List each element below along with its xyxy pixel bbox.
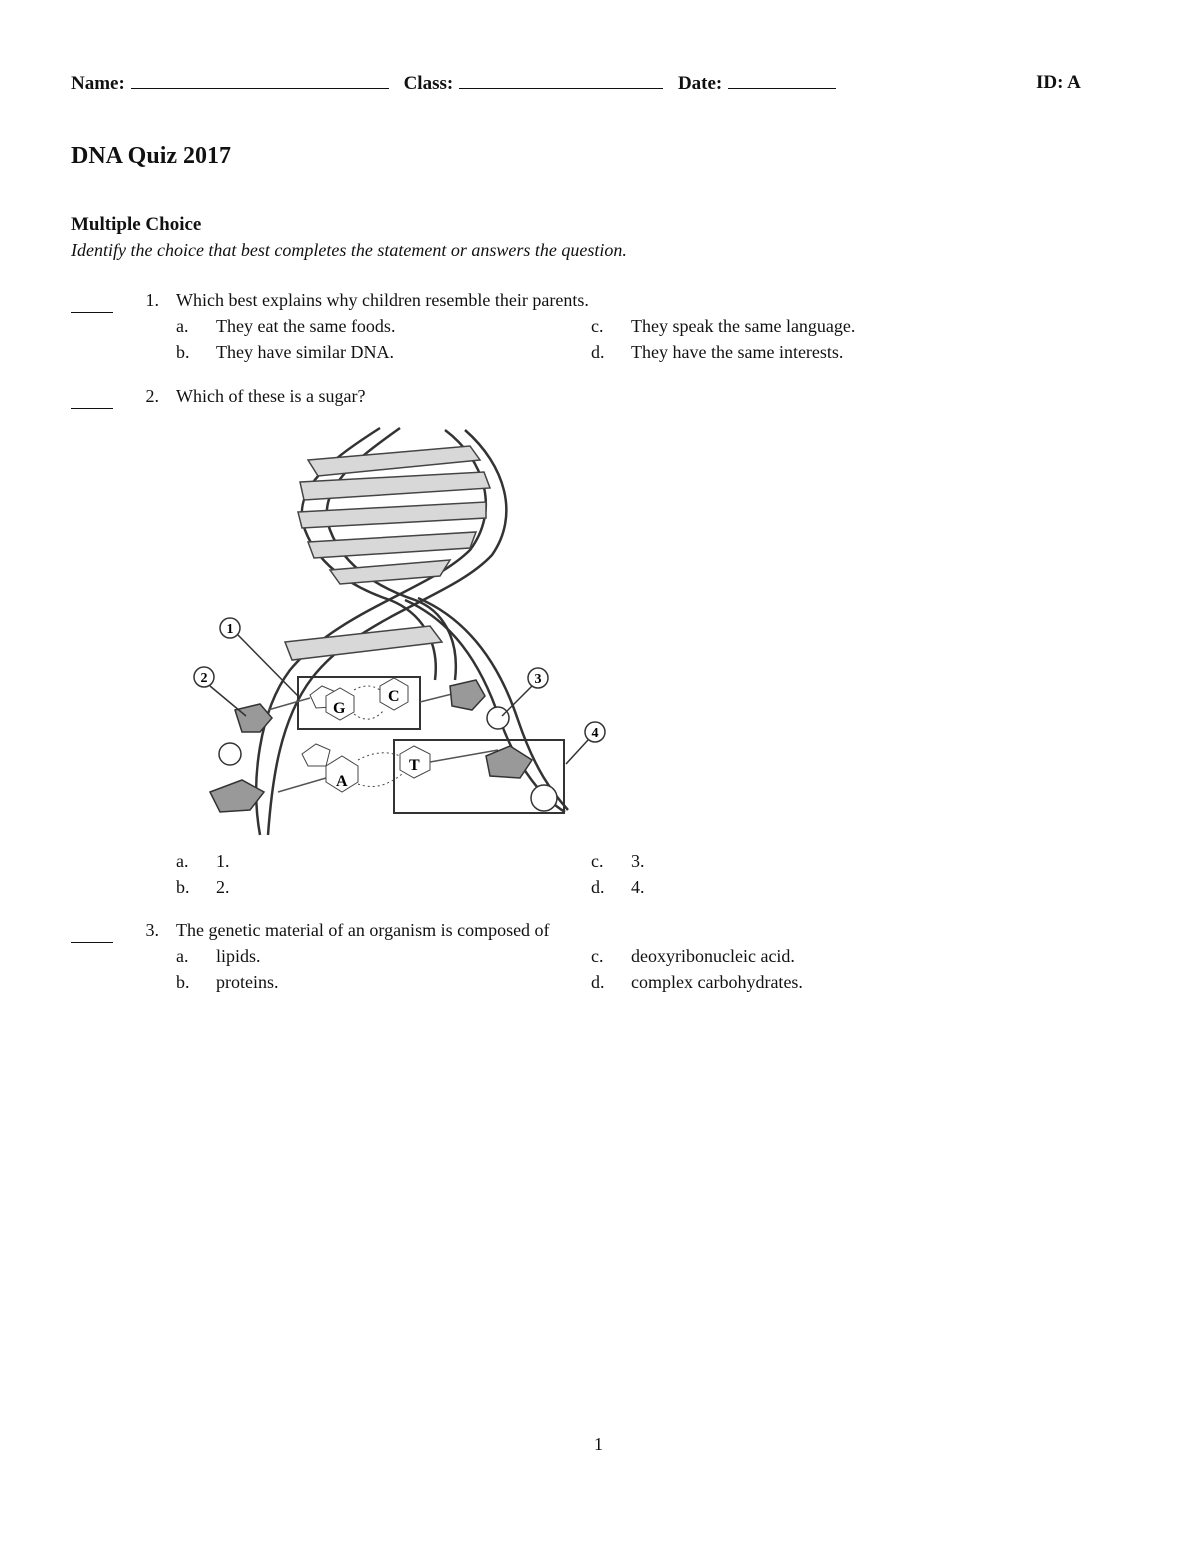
option-3d[interactable]: [591, 972, 803, 993]
callout-4-label: 4: [591, 726, 599, 741]
base-label-c: C: [388, 688, 400, 705]
option-letter: b.: [176, 342, 190, 362]
student-info-header: [71, 72, 846, 95]
option-text: They speak the same language.: [631, 316, 856, 336]
class-label: Class:: [403, 73, 454, 94]
base-label-g: G: [333, 700, 346, 717]
question-number: 3.: [145, 920, 159, 940]
option-text: complex carbohydrates.: [631, 972, 803, 992]
section-instructions: Identify the choice that best completes the statement or answers the question.: [71, 240, 627, 260]
option-letter: a.: [176, 851, 189, 871]
option-text: proteins.: [216, 972, 279, 992]
option-letter: b.: [176, 972, 190, 992]
option-1c[interactable]: [591, 316, 855, 337]
option-text: They have the same interests.: [631, 342, 844, 362]
option-2b[interactable]: [176, 877, 230, 898]
option-1a[interactable]: [176, 316, 395, 337]
option-text: They have similar DNA.: [216, 342, 394, 362]
option-letter: d.: [591, 877, 605, 897]
option-3c[interactable]: [591, 946, 795, 967]
sugar-pentagons: [210, 680, 532, 812]
option-2d[interactable]: [591, 877, 645, 898]
date-blank[interactable]: [728, 72, 836, 89]
option-text: 4.: [631, 877, 645, 897]
option-3a[interactable]: [176, 946, 261, 967]
option-1d[interactable]: [591, 342, 843, 363]
page-title: DNA Quiz 2017: [71, 143, 232, 169]
option-letter: c.: [591, 851, 604, 871]
name-blank[interactable]: [131, 72, 389, 89]
option-text: They eat the same foods.: [216, 316, 396, 336]
option-letter: c.: [591, 946, 604, 966]
option-text: deoxyribonucleic acid.: [631, 946, 795, 966]
option-letter: a.: [176, 316, 189, 336]
option-text: lipids.: [216, 946, 261, 966]
option-text: 2.: [216, 877, 230, 897]
option-letter: a.: [176, 946, 189, 966]
question-number: 1.: [145, 290, 159, 310]
option-letter: d.: [591, 972, 605, 992]
at-hydrogen-bonds: [358, 753, 402, 787]
date-label: Date:: [677, 73, 723, 94]
page-number: 1: [594, 1434, 603, 1454]
option-letter: c.: [591, 316, 604, 336]
name-label: Name:: [71, 73, 125, 94]
base-label-a: A: [336, 773, 348, 790]
option-text: 1.: [216, 851, 230, 871]
class-blank[interactable]: [459, 72, 663, 89]
question-text: Which best explains why children resemble their parents.: [176, 290, 589, 310]
dna-diagram: [180, 420, 620, 845]
question-text: The genetic material of an organism is composed of: [176, 920, 550, 940]
test-id: ID: A: [1036, 72, 1081, 93]
callout-1-label: 1: [226, 622, 234, 637]
option-letter: d.: [591, 342, 605, 362]
option-letter: b.: [176, 877, 190, 897]
callout-3-label: 3: [534, 672, 542, 687]
question-number: 2.: [145, 386, 159, 406]
option-text: 3.: [631, 851, 645, 871]
base-label-t: T: [409, 757, 420, 774]
callout-2-label: 2: [200, 671, 208, 686]
option-2a[interactable]: [176, 851, 230, 872]
option-3b[interactable]: [176, 972, 279, 993]
at-sugar-shape: [302, 744, 330, 766]
answer-blank-1[interactable]: [71, 312, 113, 313]
answer-blank-3[interactable]: [71, 942, 113, 943]
answer-blank-2[interactable]: [71, 408, 113, 409]
option-2c[interactable]: [591, 851, 645, 872]
section-heading: Multiple Choice: [71, 214, 202, 235]
question-text: Which of these is a sugar?: [176, 386, 366, 406]
option-1b[interactable]: [176, 342, 394, 363]
